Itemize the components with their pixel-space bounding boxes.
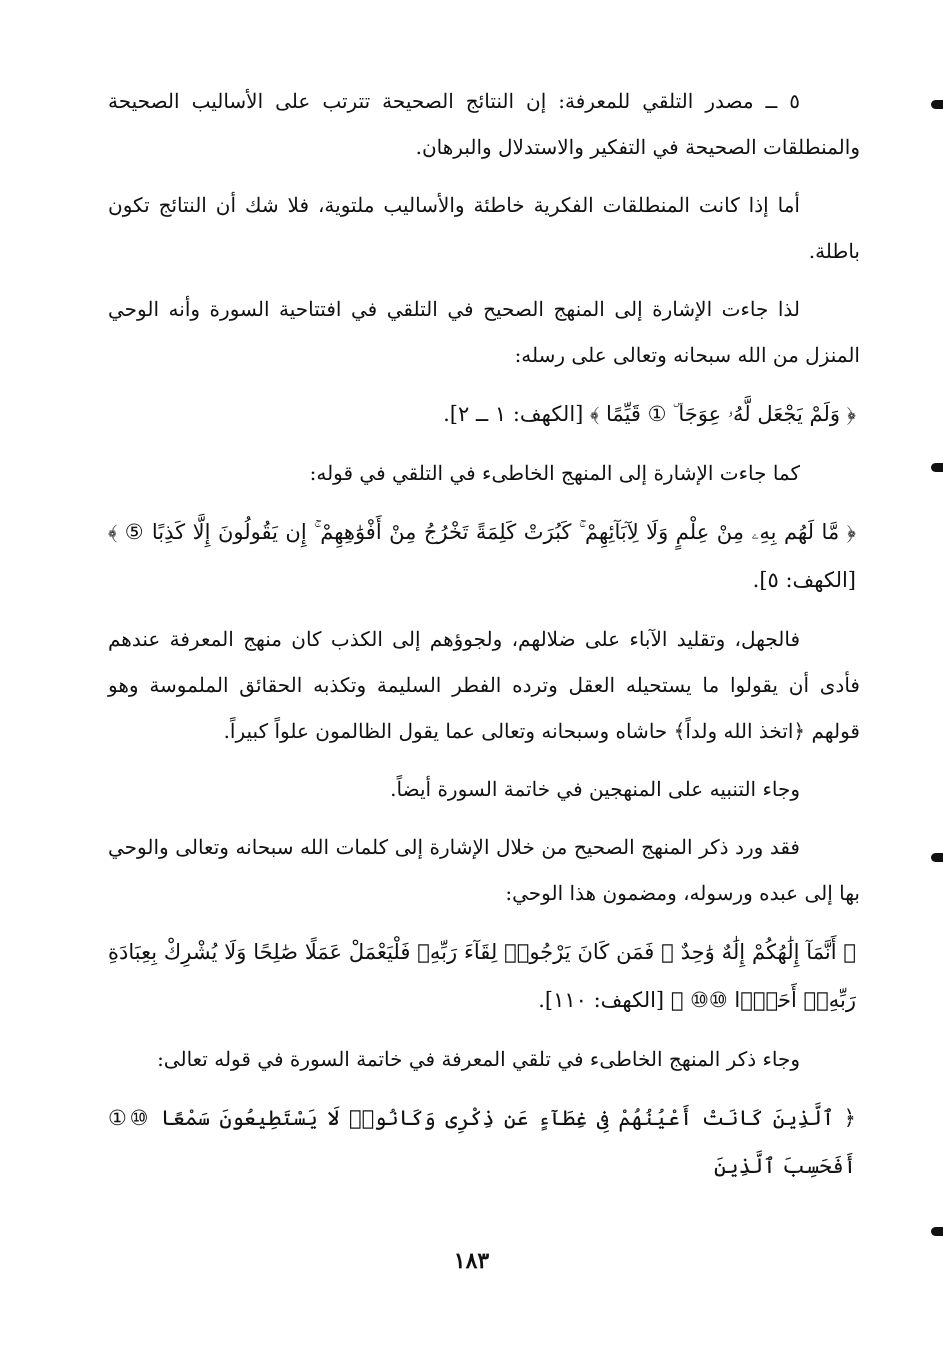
edge-mark-1 — [931, 100, 943, 109]
paragraph: وجاء ذكر المنهج الخاطىء في تلقي المعرفة في خاتمة السورة في قوله تعالى: — [157, 1047, 800, 1071]
verse-text: ﴿ أَنَّمَآ إِلَٰهُكُمْ إِلَٰهٌ وَٰحِدٌ ۖ فَمَن كَانَ يَرْجُوا۟ لِقَآءَ رَبِّهِۦ فَلْيَعْمَلْ عَمَلًا صَٰلِحًا وَلَا يُشْرِكْ بِعِبَادَةِ رَبِّهِۦٓ أَحَدًۢا ⑩⑩ ﴾ — [108, 940, 856, 1012]
quran-verse — [108, 390, 860, 438]
edge-mark-4 — [931, 1227, 943, 1236]
quran-verse — [108, 1094, 860, 1190]
verse-text: ﴿ مَّا لَهُم بِهِۦ مِنْ عِلْمٍ وَلَا لِآبَآئِهِمْ ۚ كَبُرَتْ كَلِمَةً تَخْرُجُ مِنْ أَفْوَٰهِهِمْ ۚ إِن يَقُولُونَ إِلَّا كَذِبًا ⑤ ﴾ — [108, 520, 856, 544]
paragraph: وجاء التنبيه على المنهجين في خاتمة السورة أيضاً. — [390, 777, 800, 801]
verse-text: ﴿ وَلَمْ يَجْعَل لَّهُۥ عِوَجَا ۜ ① قَيِّمًا ﴾ — [590, 402, 856, 426]
page-number: ١٨٣ — [453, 1248, 490, 1274]
edge-mark-3 — [931, 853, 943, 862]
edge-mark-2 — [931, 463, 943, 472]
paragraph: فالجهل، وتقليد الآباء على ضلالهم، ولجوؤهم إلى الكذب كان منهج المعرفة عندهم فأدى أن يقولوا ما يستحيله العقل وترده الفطر السليمة وتكذبه الحقائق الملموسة وهو قولهم ﴿اتخذ الله ولداً﴾ حاشاه وسبحانه وتعالى عما يقول الظالمون علواً كبيراً. — [108, 627, 860, 743]
body-text — [108, 78, 860, 1202]
verse-reference: [الكهف: ٥]. — [752, 568, 856, 592]
paragraph: لذا جاءت الإشارة إلى المنهج الصحيح في التلقي في افتتاحية السورة وأنه الوحي المنزل من الله سبحانه وتعالى على رسله: — [108, 297, 860, 367]
paragraph: أما إذا كانت المنطلقات الفكرية خاطئة والأساليب ملتوية، فلا شك أن النتائج تكون باطلة. — [108, 193, 860, 263]
verse-reference: [الكهف: ١ ــ ٢]. — [443, 402, 584, 426]
paragraph: فقد ورد ذكر المنهج الصحيح من خلال الإشارة إلى كلمات الله سبحانه وتعالى والوحي بها إلى عبده ورسوله، ومضمون هذا الوحي: — [108, 835, 860, 905]
paragraph: كما جاءت الإشارة إلى المنهج الخاطىء في التلقي في قوله: — [309, 461, 800, 485]
verse-reference: [الكهف: ١١٠]. — [538, 988, 665, 1012]
quran-verse — [108, 928, 860, 1024]
quran-verse — [108, 508, 860, 604]
paragraph: ٥ ــ مصدر التلقي للمعرفة: إن النتائج الصحيحة تترتب على الأساليب الصحيحة والمنطلقات الصحيحة في التفكير والاستدلال والبرهان. — [108, 89, 860, 159]
verse-text: ﴿ ٱلَّذِينَ كَانَتْ أَعْيُنُهُمْ فِى غِطَآءٍ عَن ذِكْرِى وَكَانُوا۟ لَا يَسْتَطِيعُونَ سَمْعًا ⑩① أَفَحَسِبَ ٱلَّذِينَ — [108, 1106, 856, 1178]
